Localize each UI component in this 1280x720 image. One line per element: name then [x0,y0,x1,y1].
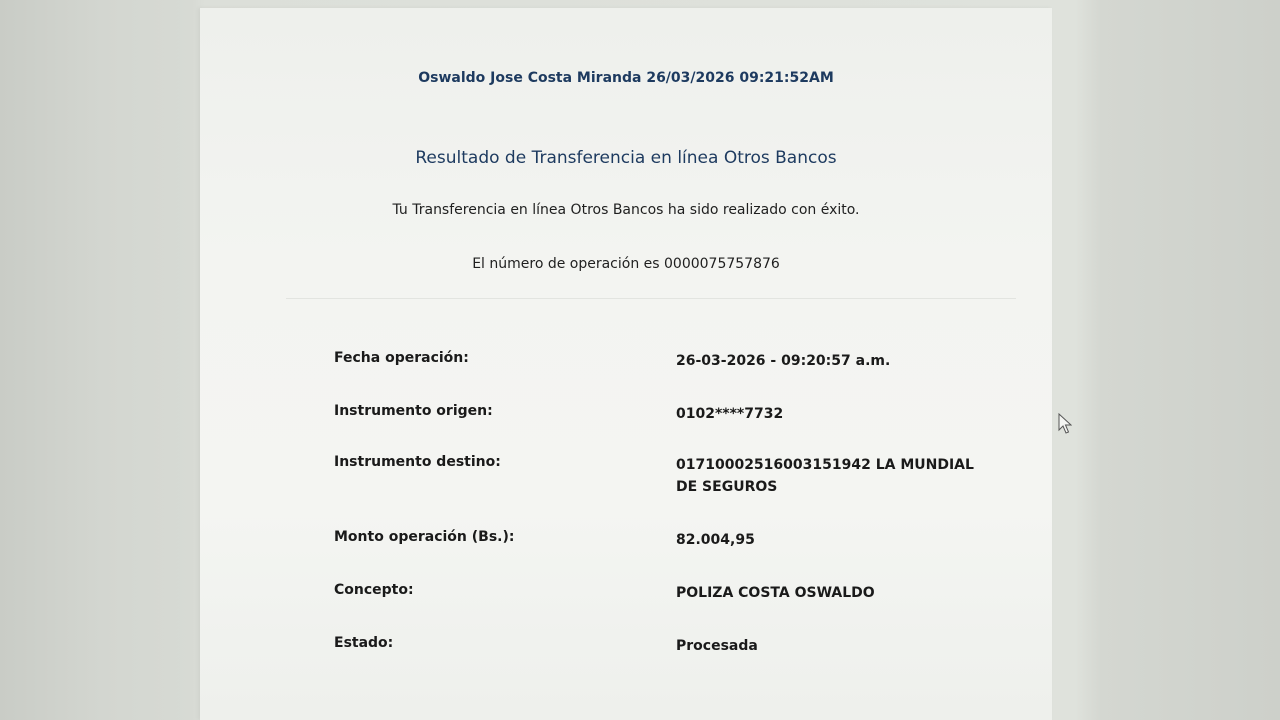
detail-label: Fecha operación: [334,350,469,366]
section-divider [286,298,1016,299]
detail-label: Instrumento destino: [334,454,501,470]
transfer-result-panel [200,8,1052,720]
detail-value: 82.004,95 [676,532,755,548]
detail-value: 0102****7732 [676,406,784,422]
operation-number: El número de operación es 0000075757876 [472,256,780,272]
detail-label: Instrumento origen: [334,403,493,419]
detail-value: Procesada [676,638,758,654]
success-message: Tu Transferencia en línea Otros Bancos ha sido realizado con éxito. [392,202,860,218]
detail-label: Estado: [334,635,394,651]
detail-label: Monto operación (Bs.): [334,529,515,545]
detail-value: 26-03-2026 - 09:20:57 a.m. [676,353,891,369]
user-timestamp-header: Oswaldo Jose Costa Miranda 26/03/2026 09:21:52AM [418,70,834,86]
detail-label: Concepto: [334,582,414,598]
detail-value: POLIZA COSTA OSWALDO [676,585,875,601]
detail-value: 01710002516003151942 LA MUNDIAL DE SEGUROS [676,457,974,495]
result-title: Resultado de Transferencia en línea Otros Bancos [415,148,837,168]
mouse-pointer-icon [1058,413,1072,435]
